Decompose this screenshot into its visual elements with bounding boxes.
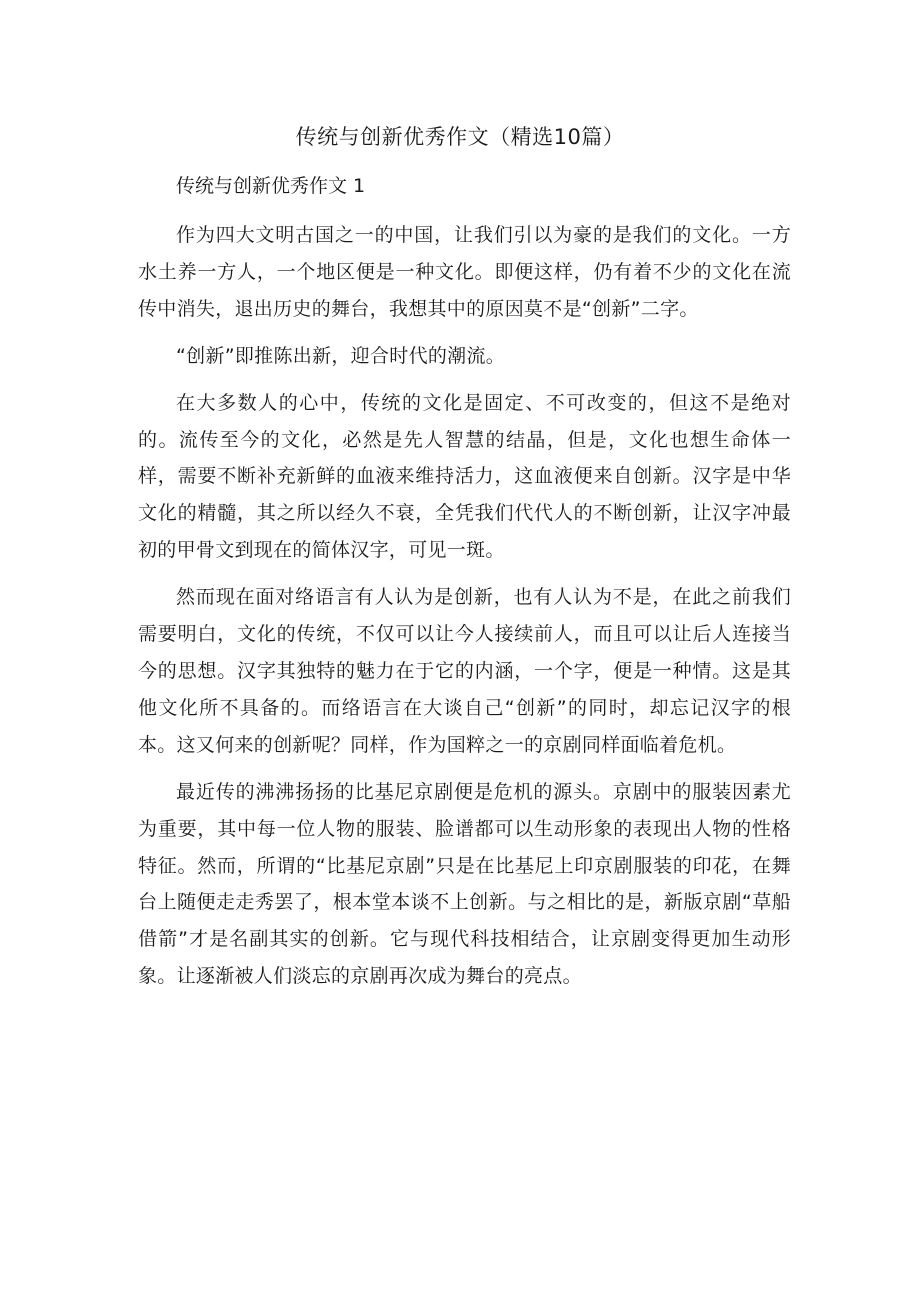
paragraph-2: “创新”即推陈出新，迎合时代的潮流。 — [176, 344, 506, 367]
essay-body — [138, 217, 791, 995]
paragraph-1: 作为四大文明古国之一的中国，让我们引以为豪的是我们的文化。一方水土养一方人，一个地区便是一种文化。即便这样，仍有着不少的文化在流传中消失，退出历史的舞台，我想其中的原因莫不是“创新”二字。 — [138, 224, 791, 320]
document-title: 传统与创新优秀作文（精选10篇） — [295, 125, 625, 149]
paragraph-4: 然而现在面对络语言有人认为是创新，也有人认为不是，在此之前我们需要明白，文化的传统，不仅可以让今人接续前人，而且可以让后人连接当今的思想。汉字其独特的魅力在于它的内涵，一个字，便是一种情。这是其他文化所不具备的。而络语言在大谈自己“创新”的同时，却忘记汉字的根本。这又何来的创新呢？同样，作为国粹之一的京剧同样面临着危机。 — [138, 586, 791, 756]
paragraph-5: 最近传的沸沸扬扬的比基尼京剧便是危机的源头。京剧中的服装因素尤为重要，其中每一位人物的服装、脸谱都可以生动形象的表现出人物的性格特征。然而，所谓的“比基尼京剧”只是在比基尼上印京剧服装的印花，在舞台上随便走走秀罢了，根本堂本谈不上创新。与之相比的是，新版京剧“草船借箭”才是名副其实的创新。它与现代科技相结合，让京剧变得更加生动形象。让逐渐被人们淡忘的京剧再次成为舞台的亮点。 — [138, 780, 791, 988]
paragraph-3: 在大多数人的心中，传统的文化是固定、不可改变的，但这不是绝对的。流传至今的文化，必然是先人智慧的结晶，但是，文化也想生命体一样，需要不断补充新鲜的血液来维持活力，这血液便来自创新。汉字是中华文化的精髓，其之所以经久不衰，全凭我们代代人的不断创新，让汉字冲最初的甲骨文到现在的简体汉字，可见一斑。 — [138, 391, 791, 562]
section-heading: 传统与创新优秀作文 1 — [176, 175, 366, 197]
